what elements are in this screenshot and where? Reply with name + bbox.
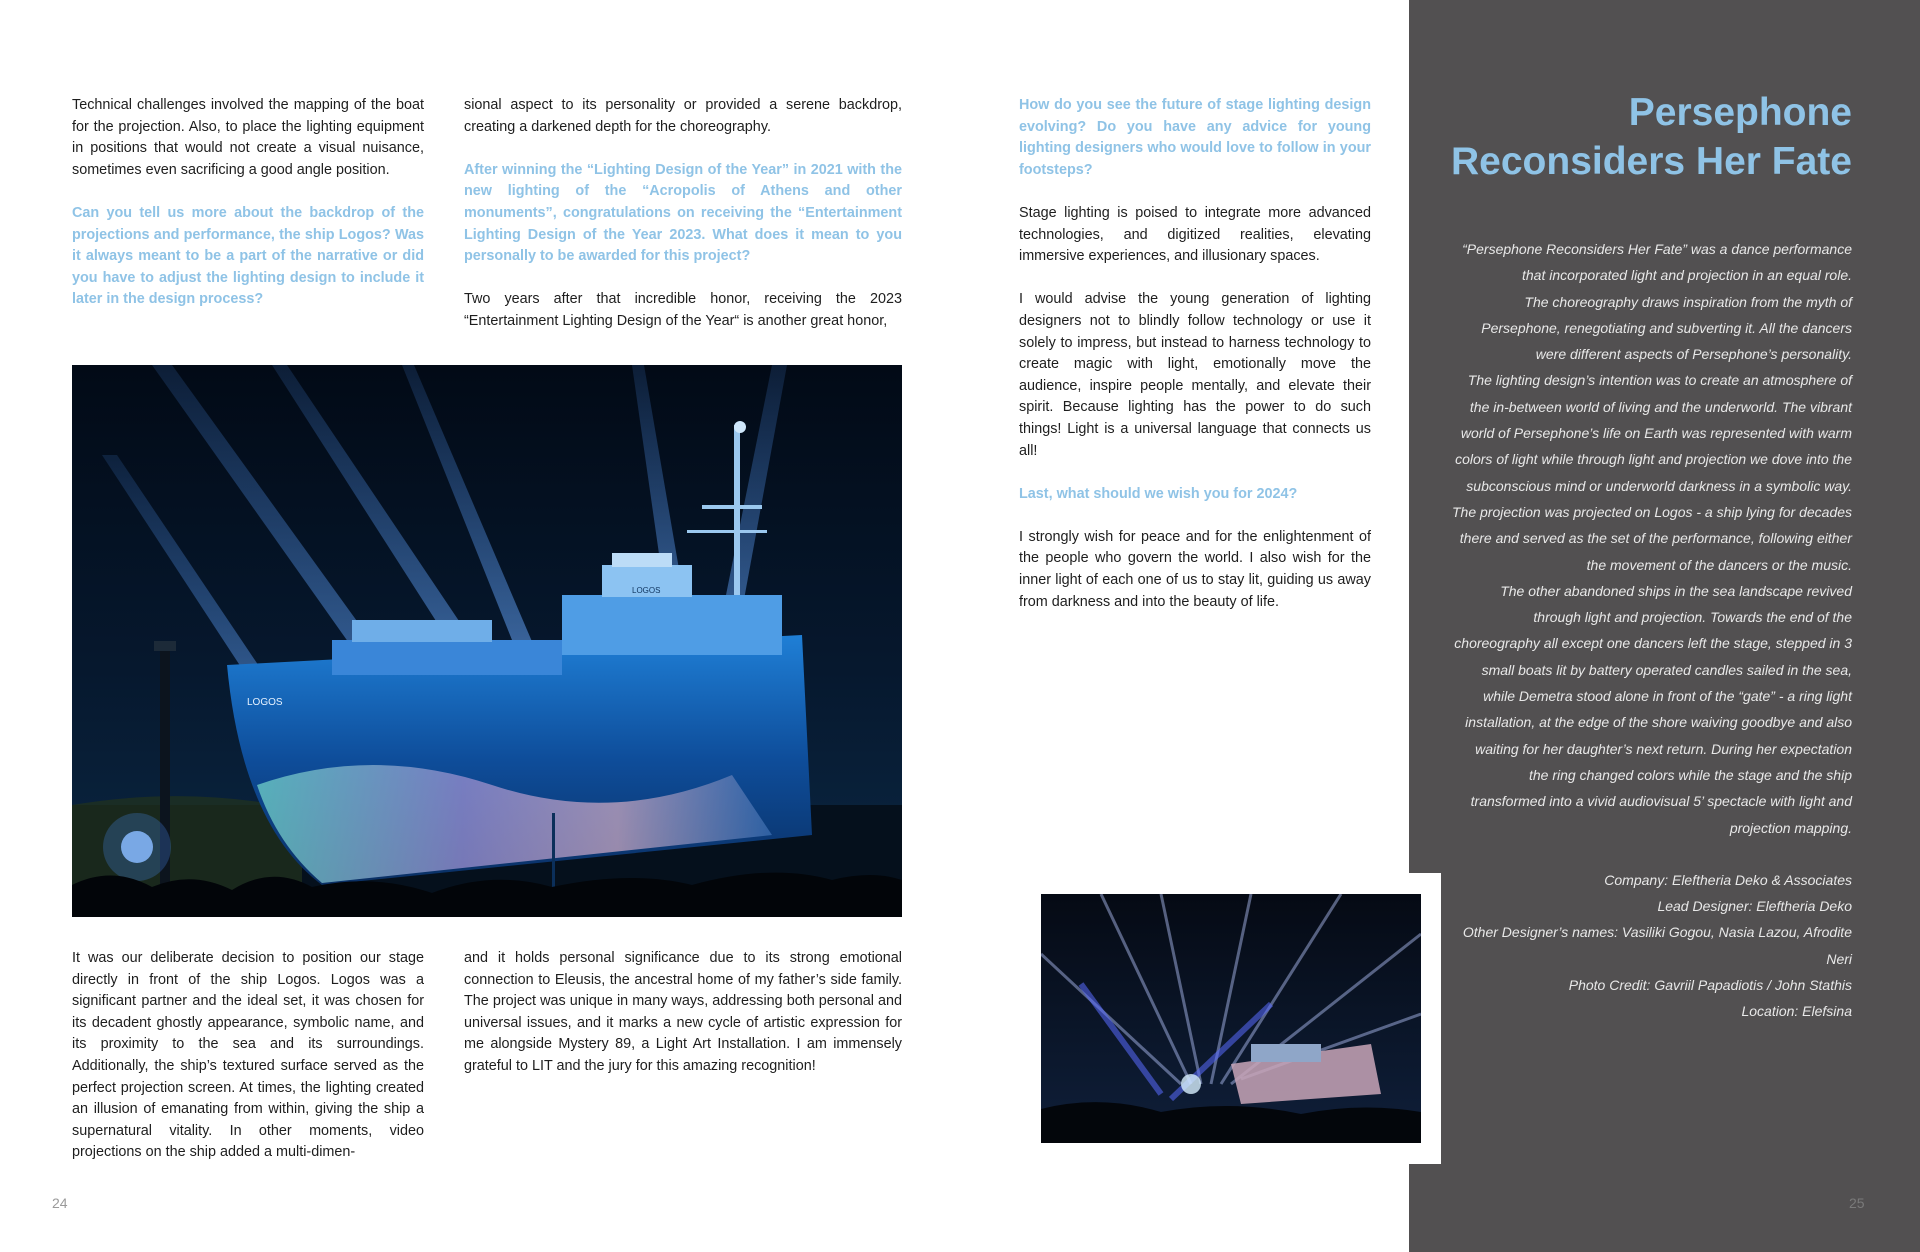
interview-question: After winning the “Lighting Design of the Year” in 2021 with the new lighting of the “Acropolis of Athens and other monuments”, congratulations on receiving the “Entertainment Lighting Design of the Year 2023. What does it mean to you personally to be awarded for this project? — [464, 161, 902, 265]
credit-photo: Photo Credit: Gavriil Papadiotis / John Stathis — [1568, 977, 1852, 994]
body-paragraph: and it holds personal significance due to its strong emotional connection to Eleusis, the ancestral home of my father’s side family. The project was unique in many ways, addressing both personal and universal issues, and it marks a new cycle of artistic expression for me alongside Mystery 89, a Light Art Installation. I am immensely grateful to LIT and the jury for this amazing recognition! — [464, 950, 902, 1074]
body-paragraph: It was our deliberate decision to position our stage directly in front of the ship Logos. Logos was a significant partner and the ideal set, it was chosen for its decadent ghostly appearance, symbolic name, and its proximity to the sea and its surroundings. Additionally, the ship’s textured surface served as the perfect projection screen. At times, the lighting created an illusion of emanating from within, giving the ship a supernatural vitality. In other moments, video projections on the ship added a multi-dimen- — [72, 950, 424, 1161]
left-column-bottom — [72, 948, 424, 1164]
project-description — [1452, 236, 1852, 1025]
ship-bridge-label: LOGOS — [632, 586, 661, 595]
interview-column-right — [1019, 95, 1371, 613]
interview-question: Last, what should we wish you for 2024? — [1019, 485, 1298, 502]
description-paragraph: The choreography draws inspiration from the myth of Persephone, renegotiating and subverting it. All the dancers were different aspects of Persephone’s personality. — [1481, 293, 1852, 363]
body-paragraph: Technical challenges involved the mapping of the boat for the projection. Also, to place the lighting equipment in positions that would not create a visual nuisance, sometimes even sacrificing a good angle position. — [72, 97, 424, 178]
credit-other-designers: Other Designer’s names: Vasiliki Gogou, Nasia Lazou, Afrodite Neri — [1462, 924, 1852, 967]
credit-location: Location: Elefsina — [1741, 1003, 1852, 1020]
page-number-left: 24 — [52, 1195, 68, 1211]
page-number-right: 25 — [1849, 1195, 1865, 1211]
interview-question: Can you tell us more about the backdrop of the projections and performance, the ship Logos? Was it always meant to be a part of the narrative or did you have to adjust the lighting design to include it later in the design process? — [72, 204, 424, 308]
right-column-bottom — [464, 948, 902, 1078]
ship-wide-night-photo — [1041, 894, 1421, 1143]
body-paragraph: Two years after that incredible honor, receiving the 2023 “Entertainment Lighting Design of the Year“ is another great honor, — [464, 291, 902, 329]
credits-block — [1452, 867, 1852, 1025]
ship-hull-label: LOGOS — [247, 697, 283, 708]
article-title: Persephone Reconsiders Her Fate — [1451, 91, 1852, 183]
body-paragraph: I strongly wish for peace and for the enlightenment of the people who govern the world. I also wish for the inner light of each one of us to stay lit, guiding us away from darkness and into the beauty of life. — [1019, 528, 1371, 610]
left-column-top — [72, 95, 424, 311]
credit-company: Company: Eleftheria Deko & Associates — [1604, 871, 1852, 888]
body-paragraph: sional aspect to its personality or provided a serene backdrop, creating a darkened depth for the choreography. — [464, 97, 902, 135]
right-column-top — [464, 95, 902, 333]
body-paragraph: I would advise the young generation of lighting designers not to blindly follow technology or use it solely to impress, but instead to harness technology to create magic with light, emotionally move the audience, inspire people mentally, and elevate their spirit. Because lighting has the power to do such things! Light is a universal language that connects us all! — [1019, 291, 1371, 459]
description-paragraph: The other abandoned ships in the sea landscape revived through light and projection. Towards the end of the choreography all except one dancers left the stage, stepped in 3 small boats lit by battery operated candles sailed in the sea, while Demetra stood alone in front of the “gate” - a ring light installation, at the edge of the shore waiving goodbye and also waiting for her daughter’s next return. During her expectation the ring changed colors while the stage and the ship transformed into a vivid audiovisual 5’ spectacle with light and projection mapping. — [1454, 582, 1852, 836]
body-paragraph: Stage lighting is poised to integrate more advanced technologies, and digitized realities, elevating immersive experiences, and illusionary spaces. — [1019, 204, 1371, 265]
description-paragraph: “Persephone Reconsiders Her Fate” was a dance performance that incorporated light and projection in an equal role. — [1462, 241, 1852, 284]
ship-logos-photo — [72, 365, 902, 917]
credit-lead-designer: Lead Designer: Eleftheria Deko — [1657, 898, 1852, 915]
description-paragraph: The lighting design’s intention was to create an atmosphere of the in-between world of living and the underworld. The vibrant world of Persephone’s life on Earth was represented with warm colors of light while through light and projection we dove into the subconscious mind or underworld darkness in a symbolic way. The projection was projected on Logos - a ship lying for decades there and served as the set of the performance, following either the movement of the dancers or the music. — [1452, 372, 1853, 573]
interview-question: How do you see the future of stage lighting design evolving? Do you have any advice for young lighting designers who would love to follow in your footsteps? — [1019, 97, 1371, 178]
